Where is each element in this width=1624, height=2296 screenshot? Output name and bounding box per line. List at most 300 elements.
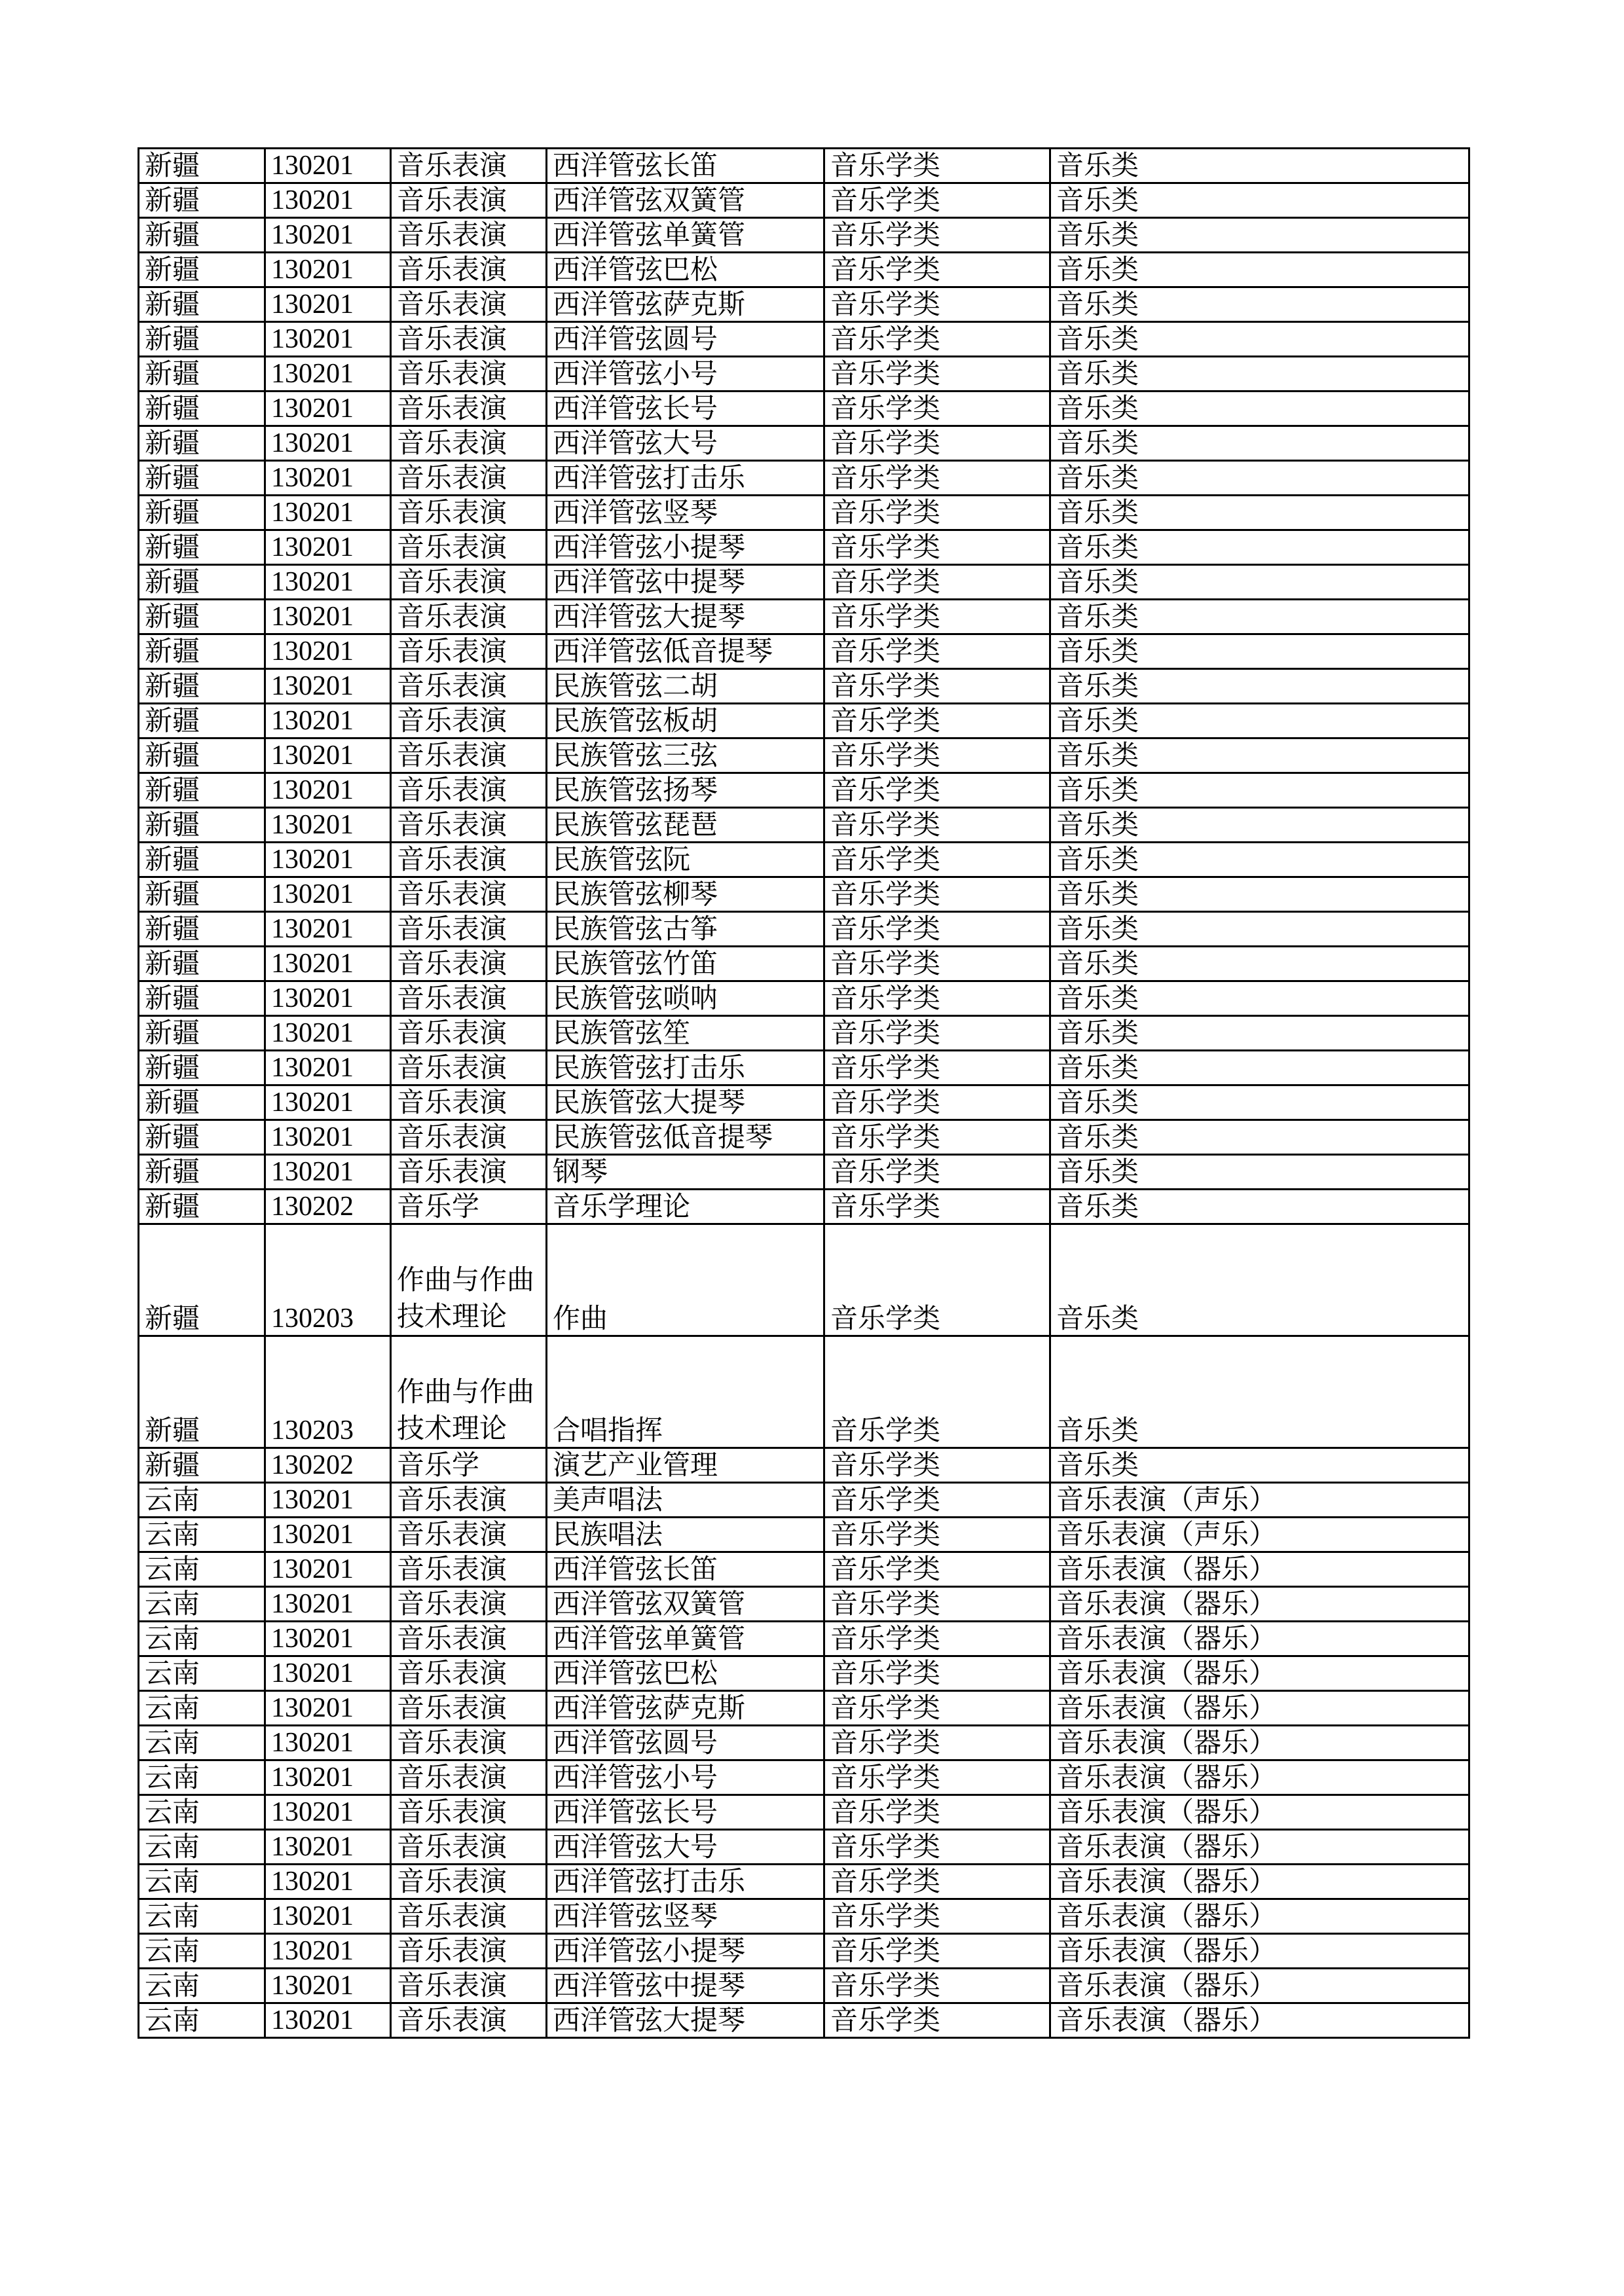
region-cell: 新疆 bbox=[139, 843, 265, 877]
direction-cell: 西洋管弦巴松 bbox=[547, 1656, 824, 1691]
region-cell: 新疆 bbox=[139, 149, 265, 183]
major-cell: 音乐表演 bbox=[391, 1155, 547, 1190]
code-cell: 130201 bbox=[265, 1622, 391, 1656]
major-cell: 音乐表演 bbox=[391, 843, 547, 877]
exam-type-cell: 音乐类 bbox=[1050, 496, 1469, 530]
table-row bbox=[139, 1518, 1469, 1552]
code-cell: 130201 bbox=[265, 530, 391, 565]
code-cell: 130201 bbox=[265, 1830, 391, 1865]
table-row bbox=[139, 183, 1469, 218]
direction-cell: 西洋管弦大提琴 bbox=[547, 2003, 824, 2038]
region-cell: 云南 bbox=[139, 1587, 265, 1622]
exam-type-cell: 音乐表演（器乐） bbox=[1050, 1656, 1469, 1691]
direction-cell: 西洋管弦小号 bbox=[547, 1760, 824, 1795]
major-cell: 音乐表演 bbox=[391, 1934, 547, 1969]
table-row bbox=[139, 912, 1469, 947]
category-cell: 音乐学类 bbox=[824, 1120, 1050, 1155]
major-cell: 音乐表演 bbox=[391, 218, 547, 253]
table-row bbox=[139, 1622, 1469, 1656]
exam-type-cell: 音乐类 bbox=[1050, 1085, 1469, 1120]
direction-cell: 西洋管弦大提琴 bbox=[547, 600, 824, 634]
category-cell: 音乐学类 bbox=[824, 877, 1050, 912]
direction-cell: 民族管弦打击乐 bbox=[547, 1051, 824, 1085]
major-cell: 音乐表演 bbox=[391, 287, 547, 322]
code-cell: 130201 bbox=[265, 287, 391, 322]
major-cell: 音乐表演 bbox=[391, 738, 547, 773]
major-cell: 音乐表演 bbox=[391, 253, 547, 287]
category-cell: 音乐学类 bbox=[824, 392, 1050, 426]
direction-cell: 西洋管弦长号 bbox=[547, 1795, 824, 1830]
exam-type-cell: 音乐类 bbox=[1050, 1224, 1469, 1336]
category-cell: 音乐学类 bbox=[824, 1691, 1050, 1726]
direction-cell: 民族管弦笙 bbox=[547, 1016, 824, 1051]
direction-cell: 钢琴 bbox=[547, 1155, 824, 1190]
category-cell: 音乐学类 bbox=[824, 1051, 1050, 1085]
table-row bbox=[139, 1336, 1469, 1448]
category-cell: 音乐学类 bbox=[824, 287, 1050, 322]
category-cell: 音乐学类 bbox=[824, 1552, 1050, 1587]
exam-type-cell: 音乐表演（器乐） bbox=[1050, 1795, 1469, 1830]
major-cell: 音乐表演 bbox=[391, 912, 547, 947]
direction-cell: 民族唱法 bbox=[547, 1518, 824, 1552]
direction-cell: 民族管弦古筝 bbox=[547, 912, 824, 947]
region-cell: 云南 bbox=[139, 1934, 265, 1969]
table-row bbox=[139, 1552, 1469, 1587]
region-cell: 新疆 bbox=[139, 1016, 265, 1051]
category-cell: 音乐学类 bbox=[824, 1336, 1050, 1448]
code-cell: 130201 bbox=[265, 773, 391, 808]
exam-type-cell: 音乐类 bbox=[1050, 600, 1469, 634]
exam-type-cell: 音乐类 bbox=[1050, 843, 1469, 877]
table-row bbox=[139, 1190, 1469, 1224]
table-row bbox=[139, 530, 1469, 565]
major-cell: 音乐表演 bbox=[391, 773, 547, 808]
category-cell: 音乐学类 bbox=[824, 1899, 1050, 1934]
exam-type-cell: 音乐表演（器乐） bbox=[1050, 2003, 1469, 2038]
code-cell: 130201 bbox=[265, 947, 391, 981]
exam-type-cell: 音乐类 bbox=[1050, 392, 1469, 426]
exam-type-cell: 音乐类 bbox=[1050, 149, 1469, 183]
table-row bbox=[139, 1120, 1469, 1155]
exam-type-cell: 音乐类 bbox=[1050, 1120, 1469, 1155]
direction-cell: 民族管弦阮 bbox=[547, 843, 824, 877]
table-row bbox=[139, 1830, 1469, 1865]
exam-type-cell: 音乐类 bbox=[1050, 1190, 1469, 1224]
exam-type-cell: 音乐类 bbox=[1050, 357, 1469, 392]
major-cell: 音乐表演 bbox=[391, 1518, 547, 1552]
table-row bbox=[139, 322, 1469, 357]
code-cell: 130201 bbox=[265, 1552, 391, 1587]
direction-cell: 西洋管弦单簧管 bbox=[547, 218, 824, 253]
major-cell: 音乐表演 bbox=[391, 496, 547, 530]
code-cell: 130201 bbox=[265, 1760, 391, 1795]
table-row bbox=[139, 877, 1469, 912]
major-cell: 作曲与作曲技术理论 bbox=[391, 1336, 547, 1448]
direction-cell: 西洋管弦萨克斯 bbox=[547, 287, 824, 322]
code-cell: 130201 bbox=[265, 183, 391, 218]
code-cell: 130201 bbox=[265, 1934, 391, 1969]
region-cell: 云南 bbox=[139, 1691, 265, 1726]
exam-type-cell: 音乐表演（器乐） bbox=[1050, 1622, 1469, 1656]
major-cell: 音乐表演 bbox=[391, 1051, 547, 1085]
category-cell: 音乐学类 bbox=[824, 357, 1050, 392]
table-row bbox=[139, 1656, 1469, 1691]
exam-type-cell: 音乐类 bbox=[1050, 1051, 1469, 1085]
category-cell: 音乐学类 bbox=[824, 1726, 1050, 1760]
major-cell: 音乐表演 bbox=[391, 322, 547, 357]
table-row bbox=[139, 253, 1469, 287]
table-row bbox=[139, 1726, 1469, 1760]
direction-cell: 西洋管弦长笛 bbox=[547, 1552, 824, 1587]
region-cell: 新疆 bbox=[139, 634, 265, 669]
code-cell: 130201 bbox=[265, 1051, 391, 1085]
code-cell: 130201 bbox=[265, 2003, 391, 2038]
direction-cell: 合唱指挥 bbox=[547, 1336, 824, 1448]
direction-cell: 民族管弦琵琶 bbox=[547, 808, 824, 843]
table-row bbox=[139, 634, 1469, 669]
major-cell: 音乐表演 bbox=[391, 1120, 547, 1155]
category-cell: 音乐学类 bbox=[824, 912, 1050, 947]
direction-cell: 演艺产业管理 bbox=[547, 1448, 824, 1483]
exam-type-cell: 音乐类 bbox=[1050, 1336, 1469, 1448]
direction-cell: 西洋管弦长号 bbox=[547, 392, 824, 426]
direction-cell: 西洋管弦圆号 bbox=[547, 1726, 824, 1760]
region-cell: 新疆 bbox=[139, 1155, 265, 1190]
code-cell: 130201 bbox=[265, 1483, 391, 1518]
exam-type-cell: 音乐类 bbox=[1050, 253, 1469, 287]
region-cell: 云南 bbox=[139, 1795, 265, 1830]
region-cell: 新疆 bbox=[139, 1224, 265, 1336]
major-cell: 音乐表演 bbox=[391, 669, 547, 704]
category-cell: 音乐学类 bbox=[824, 1830, 1050, 1865]
major-cell: 音乐学 bbox=[391, 1448, 547, 1483]
code-cell: 130201 bbox=[265, 808, 391, 843]
major-cell: 音乐表演 bbox=[391, 149, 547, 183]
direction-cell: 西洋管弦双簧管 bbox=[547, 1587, 824, 1622]
code-cell: 130203 bbox=[265, 1224, 391, 1336]
table-row bbox=[139, 1691, 1469, 1726]
table-row bbox=[139, 1448, 1469, 1483]
region-cell: 新疆 bbox=[139, 981, 265, 1016]
category-cell: 音乐学类 bbox=[824, 461, 1050, 496]
major-cell: 音乐表演 bbox=[391, 1899, 547, 1934]
code-cell: 130201 bbox=[265, 1120, 391, 1155]
code-cell: 130201 bbox=[265, 981, 391, 1016]
code-cell: 130201 bbox=[265, 1691, 391, 1726]
major-cell: 音乐表演 bbox=[391, 1085, 547, 1120]
region-cell: 新疆 bbox=[139, 253, 265, 287]
table-row bbox=[139, 843, 1469, 877]
major-cell: 音乐表演 bbox=[391, 981, 547, 1016]
direction-cell: 民族管弦唢呐 bbox=[547, 981, 824, 1016]
region-cell: 新疆 bbox=[139, 565, 265, 600]
table-row bbox=[139, 496, 1469, 530]
category-cell: 音乐学类 bbox=[824, 1483, 1050, 1518]
code-cell: 130201 bbox=[265, 1587, 391, 1622]
major-cell: 音乐表演 bbox=[391, 392, 547, 426]
exam-type-cell: 音乐类 bbox=[1050, 287, 1469, 322]
region-cell: 新疆 bbox=[139, 947, 265, 981]
code-cell: 130201 bbox=[265, 1899, 391, 1934]
code-cell: 130201 bbox=[265, 1518, 391, 1552]
major-cell: 音乐表演 bbox=[391, 426, 547, 461]
direction-cell: 西洋管弦竖琴 bbox=[547, 1899, 824, 1934]
region-cell: 新疆 bbox=[139, 912, 265, 947]
major-cell: 音乐表演 bbox=[391, 1969, 547, 2003]
category-cell: 音乐学类 bbox=[824, 1795, 1050, 1830]
region-cell: 云南 bbox=[139, 1656, 265, 1691]
direction-cell: 民族管弦低音提琴 bbox=[547, 1120, 824, 1155]
code-cell: 130201 bbox=[265, 1865, 391, 1899]
region-cell: 云南 bbox=[139, 1518, 265, 1552]
table-row bbox=[139, 1155, 1469, 1190]
direction-cell: 民族管弦二胡 bbox=[547, 669, 824, 704]
major-cell: 音乐表演 bbox=[391, 1830, 547, 1865]
code-cell: 130201 bbox=[265, 738, 391, 773]
region-cell: 新疆 bbox=[139, 738, 265, 773]
major-cell: 音乐表演 bbox=[391, 634, 547, 669]
major-cell: 音乐表演 bbox=[391, 1622, 547, 1656]
direction-cell: 民族管弦扬琴 bbox=[547, 773, 824, 808]
code-cell: 130201 bbox=[265, 496, 391, 530]
exam-type-cell: 音乐类 bbox=[1050, 947, 1469, 981]
exam-type-cell: 音乐类 bbox=[1050, 461, 1469, 496]
region-cell: 新疆 bbox=[139, 1051, 265, 1085]
direction-cell: 西洋管弦小提琴 bbox=[547, 530, 824, 565]
table-row bbox=[139, 1865, 1469, 1899]
direction-cell: 美声唱法 bbox=[547, 1483, 824, 1518]
category-cell: 音乐学类 bbox=[824, 2003, 1050, 2038]
table-row bbox=[139, 287, 1469, 322]
table-row bbox=[139, 981, 1469, 1016]
direction-cell: 民族管弦板胡 bbox=[547, 704, 824, 738]
table-row bbox=[139, 773, 1469, 808]
code-cell: 130203 bbox=[265, 1336, 391, 1448]
direction-cell: 音乐学理论 bbox=[547, 1190, 824, 1224]
direction-cell: 西洋管弦打击乐 bbox=[547, 461, 824, 496]
code-cell: 130201 bbox=[265, 843, 391, 877]
major-cell: 音乐表演 bbox=[391, 565, 547, 600]
table-row bbox=[139, 704, 1469, 738]
region-cell: 新疆 bbox=[139, 877, 265, 912]
region-cell: 新疆 bbox=[139, 530, 265, 565]
code-cell: 130201 bbox=[265, 1155, 391, 1190]
direction-cell: 西洋管弦小提琴 bbox=[547, 1934, 824, 1969]
major-cell: 音乐表演 bbox=[391, 1865, 547, 1899]
exam-type-cell: 音乐类 bbox=[1050, 738, 1469, 773]
major-cell: 作曲与作曲技术理论 bbox=[391, 1224, 547, 1336]
table-row bbox=[139, 1483, 1469, 1518]
code-cell: 130201 bbox=[265, 426, 391, 461]
region-cell: 云南 bbox=[139, 1899, 265, 1934]
code-cell: 130201 bbox=[265, 912, 391, 947]
code-cell: 130201 bbox=[265, 253, 391, 287]
code-cell: 130202 bbox=[265, 1190, 391, 1224]
table-row bbox=[139, 565, 1469, 600]
region-cell: 新疆 bbox=[139, 1085, 265, 1120]
major-cell: 音乐表演 bbox=[391, 1016, 547, 1051]
major-cell: 音乐表演 bbox=[391, 530, 547, 565]
direction-cell: 西洋管弦中提琴 bbox=[547, 1969, 824, 2003]
region-cell: 云南 bbox=[139, 1865, 265, 1899]
table-row bbox=[139, 669, 1469, 704]
major-cell: 音乐表演 bbox=[391, 704, 547, 738]
region-cell: 云南 bbox=[139, 1483, 265, 1518]
category-cell: 音乐学类 bbox=[824, 530, 1050, 565]
table-row bbox=[139, 1899, 1469, 1934]
region-cell: 新疆 bbox=[139, 704, 265, 738]
exam-type-cell: 音乐类 bbox=[1050, 773, 1469, 808]
table-row bbox=[139, 600, 1469, 634]
category-cell: 音乐学类 bbox=[824, 1969, 1050, 2003]
spreadsheet-table bbox=[138, 147, 1470, 2039]
direction-cell: 西洋管弦萨克斯 bbox=[547, 1691, 824, 1726]
table-row bbox=[139, 149, 1469, 183]
direction-cell: 民族管弦竹笛 bbox=[547, 947, 824, 981]
region-cell: 新疆 bbox=[139, 392, 265, 426]
category-cell: 音乐学类 bbox=[824, 843, 1050, 877]
major-cell: 音乐学 bbox=[391, 1190, 547, 1224]
table-row bbox=[139, 218, 1469, 253]
code-cell: 130201 bbox=[265, 600, 391, 634]
direction-cell: 西洋管弦大号 bbox=[547, 426, 824, 461]
exam-type-cell: 音乐表演（器乐） bbox=[1050, 1830, 1469, 1865]
category-cell: 音乐学类 bbox=[824, 773, 1050, 808]
category-cell: 音乐学类 bbox=[824, 634, 1050, 669]
direction-cell: 西洋管弦双簧管 bbox=[547, 183, 824, 218]
region-cell: 新疆 bbox=[139, 322, 265, 357]
exam-type-cell: 音乐类 bbox=[1050, 426, 1469, 461]
code-cell: 130201 bbox=[265, 1016, 391, 1051]
code-cell: 130201 bbox=[265, 461, 391, 496]
direction-cell: 作曲 bbox=[547, 1224, 824, 1336]
category-cell: 音乐学类 bbox=[824, 1448, 1050, 1483]
direction-cell: 西洋管弦竖琴 bbox=[547, 496, 824, 530]
direction-cell: 西洋管弦单簧管 bbox=[547, 1622, 824, 1656]
direction-cell: 西洋管弦中提琴 bbox=[547, 565, 824, 600]
major-cell: 音乐表演 bbox=[391, 877, 547, 912]
direction-cell: 民族管弦大提琴 bbox=[547, 1085, 824, 1120]
region-cell: 云南 bbox=[139, 1760, 265, 1795]
region-cell: 云南 bbox=[139, 1969, 265, 2003]
direction-cell: 民族管弦三弦 bbox=[547, 738, 824, 773]
code-cell: 130201 bbox=[265, 218, 391, 253]
category-cell: 音乐学类 bbox=[824, 669, 1050, 704]
major-cell: 音乐表演 bbox=[391, 1483, 547, 1518]
table-row bbox=[139, 1587, 1469, 1622]
direction-cell: 西洋管弦长笛 bbox=[547, 149, 824, 183]
direction-cell: 西洋管弦巴松 bbox=[547, 253, 824, 287]
exam-type-cell: 音乐类 bbox=[1050, 634, 1469, 669]
direction-cell: 西洋管弦低音提琴 bbox=[547, 634, 824, 669]
code-cell: 130201 bbox=[265, 1969, 391, 2003]
category-cell: 音乐学类 bbox=[824, 1085, 1050, 1120]
category-cell: 音乐学类 bbox=[824, 1190, 1050, 1224]
table-row bbox=[139, 461, 1469, 496]
exam-type-cell: 音乐类 bbox=[1050, 565, 1469, 600]
exam-type-cell: 音乐类 bbox=[1050, 1155, 1469, 1190]
region-cell: 新疆 bbox=[139, 461, 265, 496]
category-cell: 音乐学类 bbox=[824, 1760, 1050, 1795]
table-row bbox=[139, 426, 1469, 461]
region-cell: 新疆 bbox=[139, 287, 265, 322]
category-cell: 音乐学类 bbox=[824, 1155, 1050, 1190]
exam-type-cell: 音乐类 bbox=[1050, 669, 1469, 704]
exam-type-cell: 音乐表演（器乐） bbox=[1050, 1552, 1469, 1587]
exam-type-cell: 音乐表演（声乐） bbox=[1050, 1518, 1469, 1552]
exam-type-cell: 音乐类 bbox=[1050, 981, 1469, 1016]
code-cell: 130201 bbox=[265, 669, 391, 704]
direction-cell: 西洋管弦小号 bbox=[547, 357, 824, 392]
category-cell: 音乐学类 bbox=[824, 496, 1050, 530]
direction-cell: 西洋管弦圆号 bbox=[547, 322, 824, 357]
table-row bbox=[139, 1795, 1469, 1830]
major-cell: 音乐表演 bbox=[391, 2003, 547, 2038]
major-cell: 音乐表演 bbox=[391, 1656, 547, 1691]
category-cell: 音乐学类 bbox=[824, 600, 1050, 634]
exam-type-cell: 音乐表演（器乐） bbox=[1050, 1726, 1469, 1760]
region-cell: 云南 bbox=[139, 1622, 265, 1656]
category-cell: 音乐学类 bbox=[824, 426, 1050, 461]
region-cell: 新疆 bbox=[139, 808, 265, 843]
major-cell: 音乐表演 bbox=[391, 600, 547, 634]
region-cell: 新疆 bbox=[139, 496, 265, 530]
exam-type-cell: 音乐类 bbox=[1050, 877, 1469, 912]
table-row bbox=[139, 357, 1469, 392]
table-row bbox=[139, 1224, 1469, 1336]
table-row bbox=[139, 1934, 1469, 1969]
major-cell: 音乐表演 bbox=[391, 947, 547, 981]
table-row bbox=[139, 738, 1469, 773]
major-cell: 音乐表演 bbox=[391, 1587, 547, 1622]
code-cell: 130201 bbox=[265, 322, 391, 357]
category-cell: 音乐学类 bbox=[824, 1622, 1050, 1656]
code-cell: 130201 bbox=[265, 877, 391, 912]
exam-type-cell: 音乐类 bbox=[1050, 530, 1469, 565]
exam-type-cell: 音乐类 bbox=[1050, 218, 1469, 253]
region-cell: 云南 bbox=[139, 2003, 265, 2038]
direction-cell: 民族管弦柳琴 bbox=[547, 877, 824, 912]
category-cell: 音乐学类 bbox=[824, 947, 1050, 981]
table-row bbox=[139, 1760, 1469, 1795]
table-body bbox=[139, 149, 1469, 2038]
region-cell: 新疆 bbox=[139, 183, 265, 218]
region-cell: 云南 bbox=[139, 1830, 265, 1865]
exam-type-cell: 音乐类 bbox=[1050, 704, 1469, 738]
table-row bbox=[139, 1016, 1469, 1051]
category-cell: 音乐学类 bbox=[824, 1865, 1050, 1899]
region-cell: 新疆 bbox=[139, 218, 265, 253]
exam-type-cell: 音乐类 bbox=[1050, 183, 1469, 218]
category-cell: 音乐学类 bbox=[824, 218, 1050, 253]
category-cell: 音乐学类 bbox=[824, 183, 1050, 218]
code-cell: 130201 bbox=[265, 1795, 391, 1830]
table-row bbox=[139, 2003, 1469, 2038]
exam-type-cell: 音乐表演（器乐） bbox=[1050, 1899, 1469, 1934]
major-cell: 音乐表演 bbox=[391, 1795, 547, 1830]
category-cell: 音乐学类 bbox=[824, 1518, 1050, 1552]
region-cell: 新疆 bbox=[139, 1448, 265, 1483]
exam-type-cell: 音乐表演（器乐） bbox=[1050, 1760, 1469, 1795]
category-cell: 音乐学类 bbox=[824, 322, 1050, 357]
category-cell: 音乐学类 bbox=[824, 253, 1050, 287]
major-cell: 音乐表演 bbox=[391, 357, 547, 392]
exam-type-cell: 音乐表演（器乐） bbox=[1050, 1969, 1469, 2003]
region-cell: 新疆 bbox=[139, 669, 265, 704]
region-cell: 新疆 bbox=[139, 1336, 265, 1448]
category-cell: 音乐学类 bbox=[824, 704, 1050, 738]
major-cell: 音乐表演 bbox=[391, 461, 547, 496]
